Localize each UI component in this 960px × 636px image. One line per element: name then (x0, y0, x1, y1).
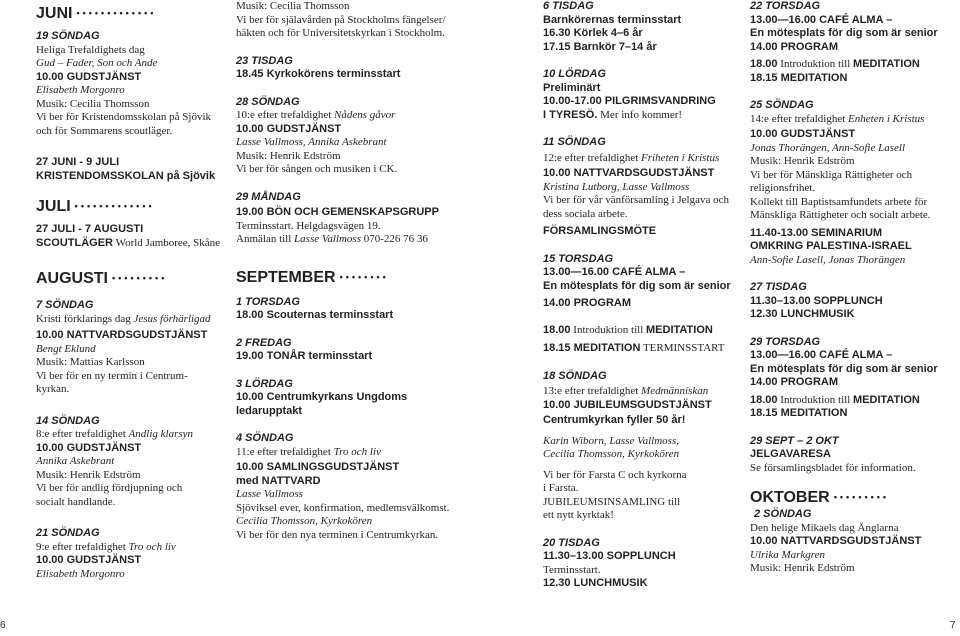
text-line: Vi ber för Kristendomsskolan på Sjövik (36, 111, 212, 123)
event-heading: 14.00 PROGRAM (750, 40, 839, 53)
text-line: Terminsstart. (543, 563, 601, 576)
event-heading: 10.00 NATTVARDSGUDSTJÄNST (750, 535, 922, 547)
event-heading: JELGAVARESA (750, 448, 831, 460)
text-line: socialt handlande. (36, 495, 116, 508)
text-line: Cecilia Thomsson, Kyrkokören (236, 515, 373, 527)
text-line: kyrkan. (36, 383, 70, 395)
text-line: 13:e efter trefaldighet Medmänniskan (543, 385, 709, 397)
date-heading: 19 SÖNDAG (36, 30, 100, 42)
event-heading: 11.30–13.00 SOPPLUNCH (750, 294, 883, 307)
text-line: 18.00 Introduktion till MEDITATION (543, 323, 713, 336)
event-heading: 13.00—16.00 CAFÉ ALMA – (750, 349, 893, 361)
text-line: Kristina Lutborg, Lasse Vallmoss (543, 180, 690, 193)
text-line: Vi ber för Mänskliga Rättigheter och (750, 168, 913, 181)
dots-divider: ••••••••••••• (74, 201, 155, 211)
date-heading: 28 SÖNDAG (236, 95, 300, 108)
month-heading-augusti: AUGUSTI ••••••••• (36, 270, 168, 287)
text-line: JUBILEUMSINSAMLING till (543, 495, 681, 508)
event-heading: 10.00 Centrumkyrkans Ungdoms (236, 391, 408, 403)
event-heading: 10.00 GUDSTJÄNST (36, 441, 142, 454)
month-heading-september: SEPTEMBER •••••••• (236, 268, 389, 286)
event-heading: En mötesplats för dig som är senior (750, 362, 938, 375)
event-heading: Centrumkyrkan fyller 50 år! (543, 414, 686, 426)
text-line: Lasse Vallmoss (236, 488, 303, 500)
text-line: SCOUTLÄGER World Jamboree, Skåne (36, 236, 221, 249)
date-heading: 10 LÖRDAG (543, 68, 606, 80)
event-heading: 18.15 MEDITATION (750, 407, 848, 419)
text-line: Musik: Henrik Edström (236, 149, 341, 162)
text-line: Vi ber för vår vänförsamling i Jelgava och (543, 194, 729, 206)
event-heading: ledarupptakt (236, 404, 303, 417)
text-line: Musik: Henrik Edström (36, 468, 141, 481)
event-heading: Preliminärt (543, 81, 601, 94)
event-heading: med NATTVARD (236, 474, 321, 487)
text-line: Karin Wiborn, Lasse Vallmoss, (543, 434, 679, 447)
text-line: Musik: Henrik Edström (750, 562, 855, 574)
event-heading: KRISTENDOMSSKOLAN på Sjövik (36, 169, 216, 182)
text-line: Heliga Trefaldighets dag (36, 43, 145, 56)
date-heading: 18 SÖNDAG (543, 369, 607, 382)
text-line: Cecilia Thomsson, Kyrkokören (543, 448, 680, 460)
date-heading: 25 SÖNDAG (750, 99, 814, 111)
text-line: Lasse Vallmoss, Annika Askebrant (236, 136, 387, 148)
text-line: Se församlingsbladet för information. (750, 461, 916, 474)
date-heading: 11 SÖNDAG (543, 136, 606, 148)
text-line: Vi ber för en ny termin i Centrum- (36, 369, 188, 382)
event-heading: 19.00 TONÅR terminsstart (236, 350, 373, 362)
text-line: I TYRESÖ. Mer info kommer! (543, 108, 683, 121)
event-heading: OMKRING PALESTINA-ISRAEL (750, 240, 912, 252)
dots-divider: ••••••••••••• (76, 8, 157, 18)
date-heading: 27 TISDAG (750, 281, 807, 293)
text-line: Vi ber för Farsta C och kyrkorna (543, 468, 687, 481)
event-heading: 13.00—16.00 CAFÉ ALMA – (750, 13, 893, 26)
event-heading: 10.00 SAMLINGSGUDSTJÄNST (236, 461, 400, 473)
text-line: och för Sommarens scoutläger. (36, 124, 173, 137)
text-line: Vi ber för den nya terminen i Centrumkyrkan. (236, 528, 439, 541)
text-line: dess sociala arbete. (543, 207, 628, 220)
date-heading: 7 SÖNDAG (36, 299, 94, 311)
event-heading: 13.00—16.00 CAFÉ ALMA – (543, 266, 686, 278)
text-line: 8:e efter trefaldighet Andlig klarsyn (36, 428, 194, 440)
text-line: Mänskliga Rättigheter och socialt arbete. (750, 209, 931, 221)
date-heading: 22 TORSDAG (750, 0, 821, 12)
text-line: Kristi förklarings dag Jesus förhärligad (36, 312, 211, 325)
event-heading: 11.40-13.00 SEMINARIUM (750, 226, 883, 239)
date-heading: 2 SÖNDAG (754, 508, 812, 520)
text-line: Elisabeth Morgonro (36, 567, 125, 580)
column-3 (543, 0, 743, 591)
dots-divider: ••••••••• (112, 273, 168, 283)
text-line: 18.00 Introduktion till MEDITATION (750, 58, 920, 70)
event-heading: 17.15 Barnkör 7–14 år (543, 40, 657, 53)
event-heading: FÖRSAMLINGSMÖTE (543, 225, 657, 237)
text-line: Vi ber för sången och musiken i CK. (236, 163, 398, 175)
text-line: 10:e efter trefaldighet Nådens gåvor (236, 109, 396, 121)
text-line: Musik: Cecilia Thomsson (236, 0, 350, 12)
text-line: Jonas Thorängen, Ann-Sofie Lasell (750, 141, 906, 154)
text-line: Musik: Mattias Karlsson (36, 356, 145, 368)
column-4 (750, 0, 950, 576)
text-line: Sjöviksel ever, konfirmation, medlemsvälkomst. (236, 501, 450, 514)
text-line: Gud – Fader, Son och Ande (36, 57, 158, 69)
text-line: 9:e efter trefaldighet Tro och liv (36, 540, 176, 553)
date-heading: 20 TISDAG (543, 536, 600, 549)
page-number-right: 7 (950, 620, 956, 631)
text-line: Terminsstart. Helgdagsvägen 19. (236, 219, 381, 232)
event-heading: Barnkörernas terminsstart (543, 13, 682, 26)
event-heading: 11.30–13.00 SOPPLUNCH (543, 550, 676, 562)
date-heading: 3 LÖRDAG (236, 377, 293, 390)
event-heading: 10.00 GUDSTJÄNST (36, 554, 142, 566)
text-line: Vi ber för själavården på Stockholms fängelser/ (236, 13, 446, 26)
text-line: Musik: Cecilia Thomsson (36, 97, 150, 110)
event-heading: 10.00 GUDSTJÄNST (750, 128, 856, 140)
event-heading: 10.00-17.00 PILGRIMSVANDRING (543, 95, 716, 107)
event-heading: En mötesplats för dig som är senior (750, 27, 938, 39)
event-heading: 10.00 JUBILEUMSGUDSTJÄNST (543, 398, 712, 411)
date-heading: 6 TISDAG (543, 0, 594, 12)
text-line: Den helige Mikaels dag Änglarna (750, 521, 899, 534)
text-line: Anmälan till Lasse Vallmoss 070-226 76 36 (236, 233, 428, 245)
date-heading: 29 SEPT – 2 OKT (750, 434, 839, 447)
event-heading: 14.00 PROGRAM (543, 297, 632, 309)
event-heading: 18.00 Scouternas terminsstart (236, 309, 394, 321)
text-line: Kollekt till Baptistsamfundets arbete för (750, 195, 928, 208)
event-heading: 10.00 NATTVARDSGUDSTJÄNST (543, 167, 715, 179)
event-heading: 12.30 LUNCHMUSIK (750, 308, 855, 320)
event-heading: 10.00 GUDSTJÄNST (36, 70, 142, 83)
text-line: Musik: Henrik Edström (750, 155, 855, 167)
date-heading: 2 FREDAG (236, 336, 292, 349)
date-heading: 29 TORSDAG (750, 335, 821, 348)
text-line: i Farsta. (543, 482, 579, 494)
event-heading: 10.00 NATTVARDSGUDSTJÄNST (36, 329, 208, 341)
text-line: 18.15 MEDITATION TERMINSSTART (543, 342, 725, 354)
event-heading: 27 JULI - 7 AUGUSTI (36, 223, 144, 235)
event-heading: 10.00 GUDSTJÄNST (236, 122, 342, 135)
text-line: Ann-Sofie Lasell, Jonas Thorängen (750, 253, 906, 266)
month-heading-juni: JUNI ••••••••••••• (36, 5, 157, 22)
month-heading-oktober: OKTOBER ••••••••• (750, 489, 890, 506)
dots-divider: •••••••• (339, 271, 389, 282)
text-line: Bengt Eklund (36, 342, 96, 355)
event-heading: 18.45 Kyrkokörens terminsstart (236, 68, 401, 80)
date-heading: 23 TISDAG (236, 54, 293, 67)
event-heading: 27 JUNI - 9 JULI (36, 156, 120, 168)
event-heading: 16.30 Körlek 4–6 år (543, 27, 643, 39)
dots-divider: ••••••••• (833, 492, 890, 502)
text-line: Vi ber för andlig fördjupning och (36, 482, 183, 494)
text-line: Elisabeth Morgonro (36, 84, 125, 96)
event-heading: 19.00 BÖN OCH GEMENSKAPSGRUPP (236, 206, 439, 218)
event-heading: 12.30 LUNCHMUSIK (543, 577, 648, 589)
text-line: häkten och för Universitetskyrkan i Stockholm. (236, 27, 445, 39)
text-line: religionsfrihet. (750, 182, 816, 194)
month-heading-juli: JULI ••••••••••••• (36, 198, 155, 215)
text-line: 12:e efter trefaldighet Friheten i Kristus (543, 151, 720, 164)
column-2 (236, 0, 481, 542)
date-heading: 21 SÖNDAG (36, 527, 100, 539)
column-1 (36, 0, 221, 581)
text-line: 11:e efter trefaldighet Tro och liv (236, 445, 381, 458)
date-heading: 1 TORSDAG (236, 295, 300, 308)
event-heading: 14.00 PROGRAM (750, 376, 839, 388)
text-line: 14:e efter trefaldighet Enheten i Kristus (750, 112, 925, 125)
text-line: Annika Askebrant (36, 455, 115, 467)
event-heading: En mötesplats för dig som är senior (543, 279, 731, 292)
date-heading: 4 SÖNDAG (236, 432, 294, 444)
date-heading: 29 MÅNDAG (236, 190, 301, 203)
date-heading: 15 TORSDAG (543, 252, 614, 265)
text-line: 18.00 Introduktion till MEDITATION (750, 393, 920, 406)
text-line: ett nytt kyrktak! (543, 509, 614, 521)
page-number-left: 6 (0, 620, 6, 631)
text-line: Ulrika Markgren (750, 548, 826, 561)
date-heading: 14 SÖNDAG (36, 414, 100, 427)
event-heading: 18.15 MEDITATION (750, 71, 848, 84)
